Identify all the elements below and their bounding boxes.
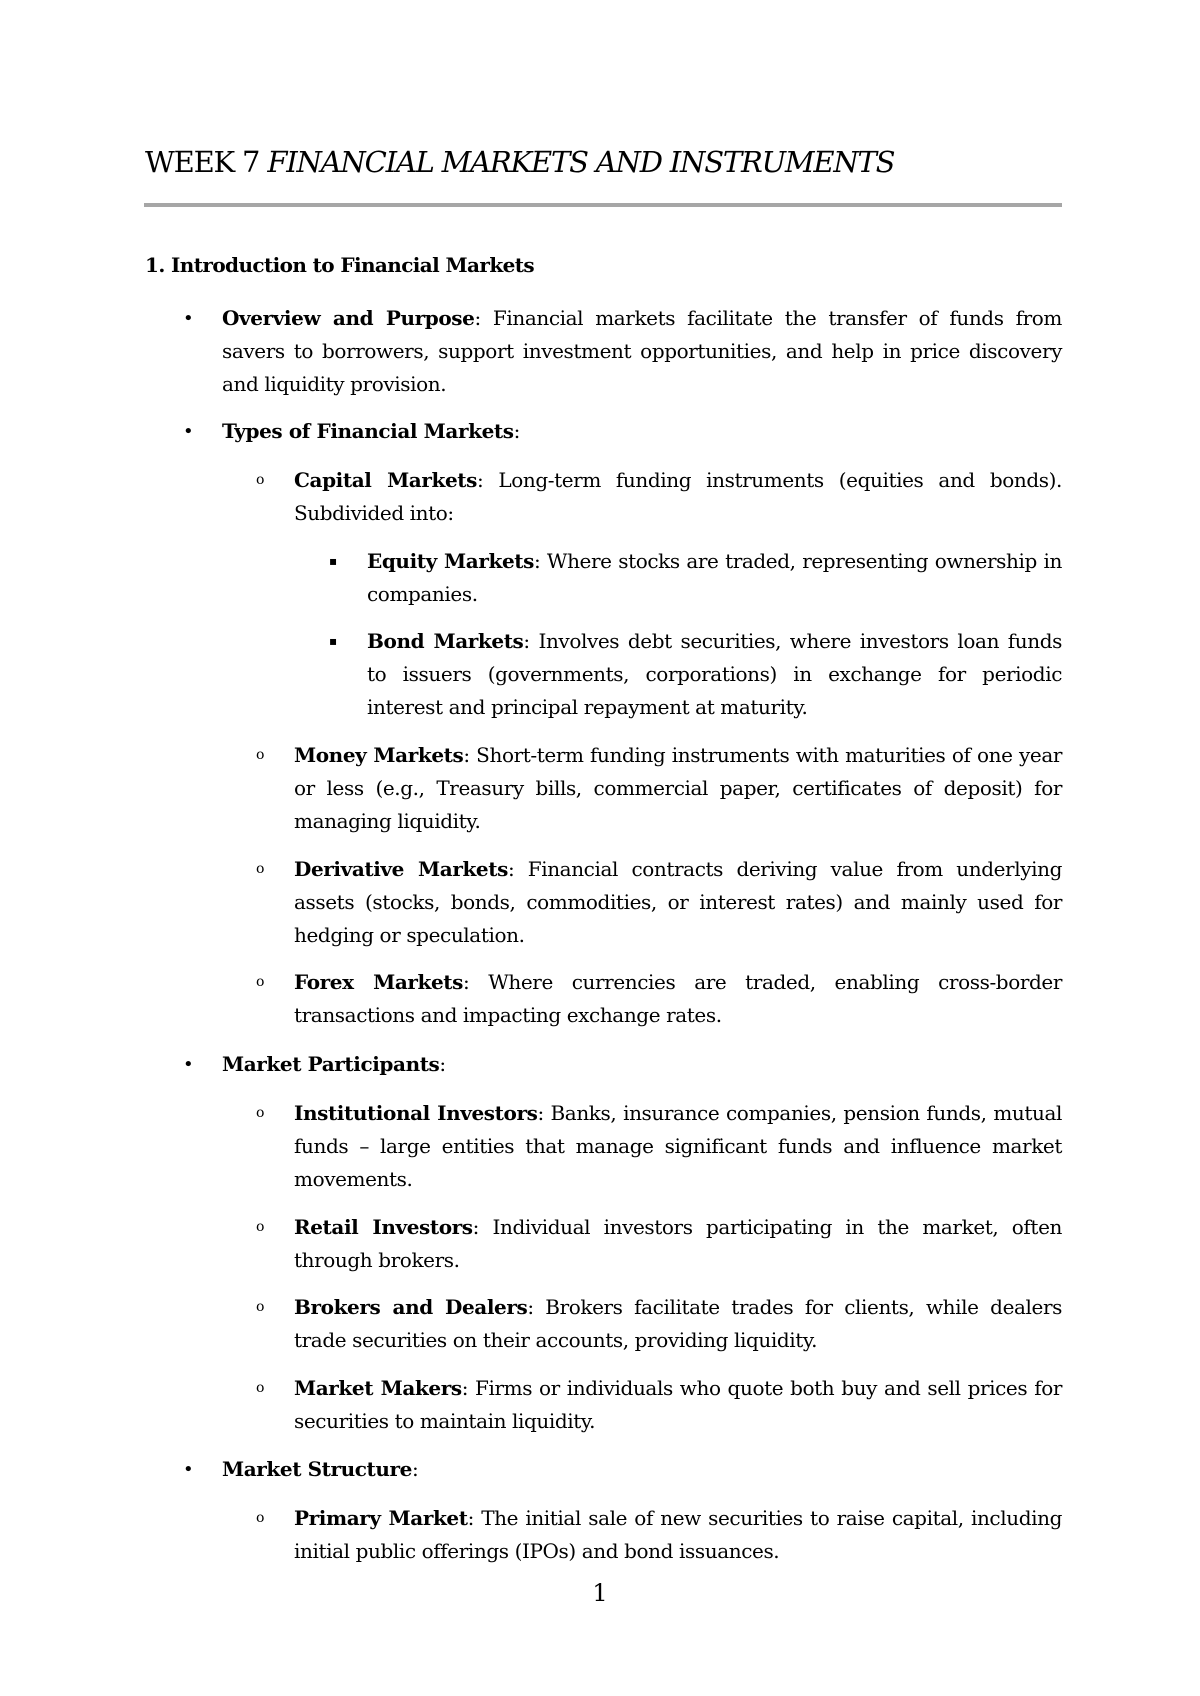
list-item-term: Money Markets <box>294 743 464 767</box>
list-item-market-participants <box>222 1048 1062 1081</box>
list-item-term: Equity Markets <box>367 549 534 573</box>
list-item-text: : <box>439 1052 446 1076</box>
list-item-text: : Short-term funding instruments with maturities of one year or less (e.g., Treasury bills, commercial paper, certificates of deposit) for managing liquidity. <box>294 743 1063 833</box>
page-title <box>145 145 895 179</box>
sub-bullet-marker: o <box>256 1219 265 1235</box>
list-item-term: Institutional Investors <box>294 1101 538 1125</box>
title-divider <box>144 203 1062 207</box>
bullet-marker: • <box>183 1459 194 1480</box>
list-item-term: Overview and Purpose <box>222 306 475 330</box>
bullet-marker: • <box>183 1054 194 1075</box>
list-item-equity-markets <box>367 545 1062 611</box>
sub-bullet-marker: o <box>256 861 265 877</box>
list-item-text: : Firms or individuals who quote both buy and sell prices for securities to maintain liquidity. <box>294 1376 1062 1433</box>
page-number: 1 <box>592 1579 608 1607</box>
sub-bullet-marker: o <box>256 747 265 763</box>
list-item-derivative-markets <box>294 853 1062 952</box>
list-item-term: Bond Markets <box>367 629 524 653</box>
list-item-types-of-markets <box>222 415 1062 448</box>
list-item-money-markets <box>294 739 1062 838</box>
sub-bullet-marker: o <box>256 974 265 990</box>
square-bullet-marker: ▪ <box>329 554 338 568</box>
sub-bullet-marker: o <box>256 1299 265 1315</box>
list-item-term: Types of Financial Markets <box>222 419 514 443</box>
list-item-term: Capital Markets <box>294 468 477 492</box>
list-item-text: : Financial markets facilitate the transfer of funds from savers to borrowers, support investment opportunities, and help in price discovery and liquidity provision. <box>222 306 1062 396</box>
list-item-retail-investors <box>294 1211 1062 1277</box>
list-item-brokers-dealers <box>294 1291 1062 1357</box>
list-item-market-structure <box>222 1453 1062 1486</box>
sub-bullet-marker: o <box>256 1510 265 1526</box>
sub-bullet-marker: o <box>256 1380 265 1396</box>
list-item-primary-market <box>294 1502 1062 1568</box>
list-item-term: Market Structure <box>222 1457 412 1481</box>
list-item-term: Market Participants <box>222 1052 440 1076</box>
list-item-overview-purpose <box>222 302 1062 401</box>
list-item-text: : The initial sale of new securities to raise capital, including initial public offerings (IPOs) and bond issuances. <box>294 1506 1062 1563</box>
square-bullet-marker: ▪ <box>329 634 338 648</box>
title-topic: FINANCIAL MARKETS AND INSTRUMENTS <box>267 145 895 179</box>
list-item-text: : Long-term funding instruments (equities and bonds). Subdivided into: <box>294 468 1062 525</box>
list-item-text: : Where currencies are traded, enabling cross-border transactions and impacting exchange rates. <box>294 970 1063 1027</box>
list-item-term: Forex Markets <box>294 970 464 994</box>
sub-bullet-marker: o <box>256 1105 265 1121</box>
list-item-market-makers <box>294 1372 1062 1438</box>
list-item-forex-markets <box>294 966 1062 1032</box>
list-item-term: Primary Market <box>294 1506 468 1530</box>
list-item-text: : Involves debt securities, where investors loan funds to issuers (governments, corporations) in exchange for periodic interest and principal repayment at maturity. <box>367 629 1062 719</box>
list-item-text: : Individual investors participating in the market, often through brokers. <box>294 1215 1062 1272</box>
list-item-term: Market Makers <box>294 1376 462 1400</box>
section-heading: 1. Introduction to Financial Markets <box>145 253 535 277</box>
bullet-marker: • <box>183 421 194 442</box>
list-item-bond-markets <box>367 625 1062 724</box>
sub-bullet-marker: o <box>256 472 265 488</box>
list-item-text: : Financial contracts deriving value from underlying assets (stocks, bonds, commodities, or interest rates) and mainly used for hedging or speculation. <box>294 857 1062 947</box>
list-item-institutional-investors <box>294 1097 1062 1196</box>
bullet-marker: • <box>183 308 194 329</box>
list-item-text: : <box>513 419 520 443</box>
list-item-text: : Banks, insurance companies, pension funds, mutual funds – large entities that manage significant funds and influence market movements. <box>294 1101 1062 1191</box>
list-item-term: Derivative Markets <box>294 857 508 881</box>
list-item-term: Brokers and Dealers <box>294 1295 528 1319</box>
list-item-text: : Where stocks are traded, representing ownership in companies. <box>367 549 1062 606</box>
list-item-term: Retail Investors <box>294 1215 473 1239</box>
list-item-text: : <box>412 1457 419 1481</box>
title-week: WEEK 7 <box>145 145 260 179</box>
list-item-capital-markets <box>294 464 1062 530</box>
list-item-text: : Brokers facilitate trades for clients, while dealers trade securities on their accounts, providing liquidity. <box>294 1295 1062 1352</box>
